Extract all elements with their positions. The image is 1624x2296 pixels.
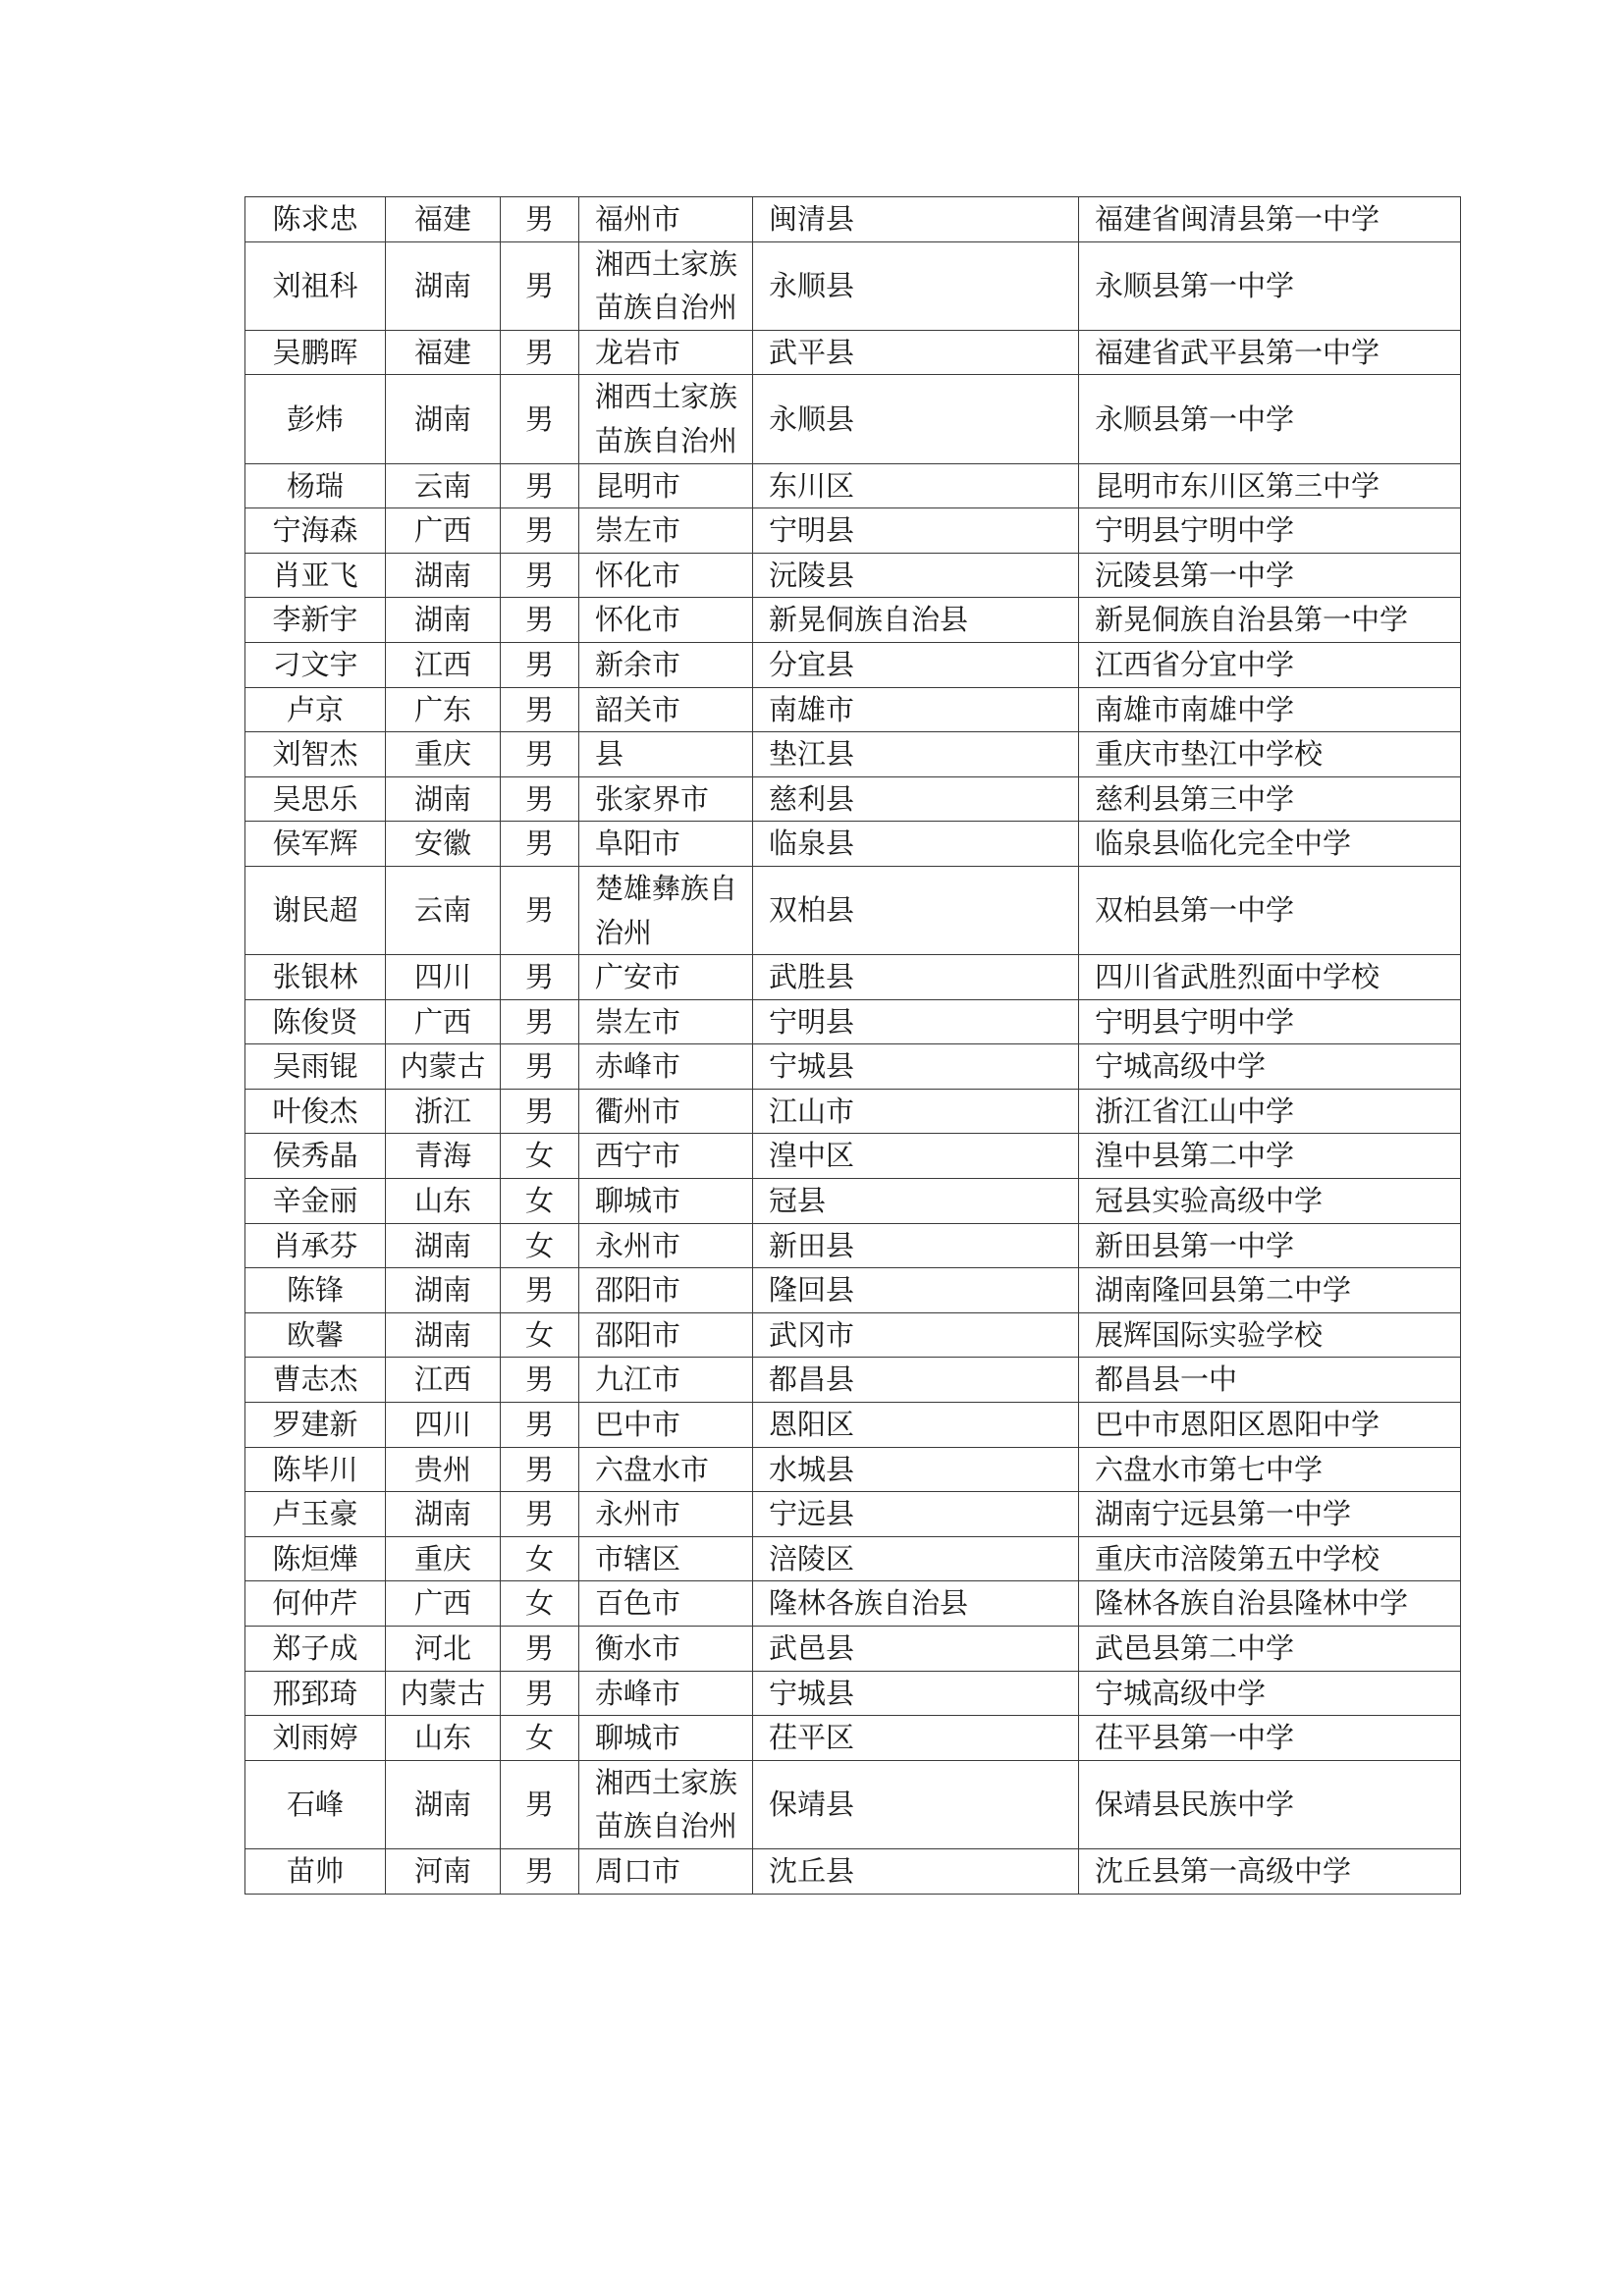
cell-city: 张家界市: [579, 776, 753, 822]
cell-sex: 男: [501, 687, 579, 732]
cell-school: 宁明县宁明中学: [1079, 999, 1461, 1044]
cell-county: 沅陵县: [753, 553, 1079, 598]
cell-province: 福建: [386, 197, 501, 242]
table-row: [245, 642, 1461, 687]
table-row: [245, 1671, 1461, 1716]
cell-school: 临泉县临化完全中学: [1079, 822, 1461, 867]
cell-county: 武平县: [753, 330, 1079, 375]
cell-name: 叶俊杰: [245, 1089, 386, 1134]
cell-sex: 男: [501, 866, 579, 954]
table-row: [245, 1581, 1461, 1627]
cell-city: 邵阳市: [579, 1268, 753, 1313]
table-row: [245, 241, 1461, 330]
cell-county: 双柏县: [753, 866, 1079, 954]
cell-county: 东川区: [753, 463, 1079, 508]
cell-province: 四川: [386, 955, 501, 1000]
cell-county: 分宜县: [753, 642, 1079, 687]
cell-city: 聊城市: [579, 1716, 753, 1761]
cell-county: 冠县: [753, 1179, 1079, 1224]
table-row: [245, 955, 1461, 1000]
roster-table-body: [245, 197, 1461, 1895]
table-row: [245, 1760, 1461, 1848]
cell-county: 永顺县: [753, 375, 1079, 463]
cell-sex: 男: [501, 1848, 579, 1894]
cell-sex: 男: [501, 732, 579, 777]
cell-sex: 女: [501, 1179, 579, 1224]
cell-sex: 男: [501, 955, 579, 1000]
table-row: [245, 866, 1461, 954]
cell-school: 永顺县第一中学: [1079, 375, 1461, 463]
cell-province: 云南: [386, 866, 501, 954]
cell-city: 巴中市: [579, 1403, 753, 1448]
cell-school: 南雄市南雄中学: [1079, 687, 1461, 732]
cell-name: 刁文宇: [245, 642, 386, 687]
cell-name: 卢京: [245, 687, 386, 732]
cell-name: 肖承芬: [245, 1223, 386, 1268]
cell-county: 永顺县: [753, 241, 1079, 330]
cell-province: 内蒙古: [386, 1044, 501, 1090]
cell-sex: 男: [501, 1358, 579, 1403]
cell-sex: 男: [501, 1447, 579, 1492]
cell-province: 广西: [386, 508, 501, 554]
cell-county: 宁远县: [753, 1492, 1079, 1537]
cell-name: 侯军辉: [245, 822, 386, 867]
table-row: [245, 1358, 1461, 1403]
cell-name: 刘祖科: [245, 241, 386, 330]
cell-name: 李新宇: [245, 598, 386, 643]
cell-sex: 男: [501, 197, 579, 242]
cell-county: 湟中区: [753, 1134, 1079, 1179]
table-row: [245, 463, 1461, 508]
cell-school: 沈丘县第一高级中学: [1079, 1848, 1461, 1894]
table-row: [245, 553, 1461, 598]
cell-city: 崇左市: [579, 999, 753, 1044]
cell-school: 慈利县第三中学: [1079, 776, 1461, 822]
cell-city: 崇左市: [579, 508, 753, 554]
table-row: [245, 1179, 1461, 1224]
table-row: [245, 1268, 1461, 1313]
cell-name: 宁海森: [245, 508, 386, 554]
cell-name: 谢民超: [245, 866, 386, 954]
cell-province: 湖南: [386, 1492, 501, 1537]
table-row: [245, 1223, 1461, 1268]
cell-sex: 男: [501, 1671, 579, 1716]
cell-city: 湘西土家族苗族自治州: [579, 1760, 753, 1848]
table-row: [245, 330, 1461, 375]
cell-city: 西宁市: [579, 1134, 753, 1179]
cell-city: 百色市: [579, 1581, 753, 1627]
table-row: [245, 1447, 1461, 1492]
cell-school: 江西省分宜中学: [1079, 642, 1461, 687]
cell-school: 六盘水市第七中学: [1079, 1447, 1461, 1492]
cell-name: 卢玉豪: [245, 1492, 386, 1537]
cell-name: 吴思乐: [245, 776, 386, 822]
cell-province: 湖南: [386, 1312, 501, 1358]
cell-county: 隆回县: [753, 1268, 1079, 1313]
cell-sex: 男: [501, 330, 579, 375]
cell-name: 肖亚飞: [245, 553, 386, 598]
cell-province: 重庆: [386, 1536, 501, 1581]
cell-school: 隆林各族自治县隆林中学: [1079, 1581, 1461, 1627]
cell-sex: 男: [501, 241, 579, 330]
cell-city: 昆明市: [579, 463, 753, 508]
cell-county: 新田县: [753, 1223, 1079, 1268]
roster-table: [244, 196, 1461, 1895]
cell-sex: 男: [501, 1760, 579, 1848]
cell-province: 湖南: [386, 553, 501, 598]
table-row: [245, 1848, 1461, 1894]
cell-province: 广东: [386, 687, 501, 732]
cell-province: 重庆: [386, 732, 501, 777]
cell-school: 双柏县第一中学: [1079, 866, 1461, 954]
cell-county: 宁明县: [753, 508, 1079, 554]
cell-city: 新余市: [579, 642, 753, 687]
cell-province: 贵州: [386, 1447, 501, 1492]
cell-school: 巴中市恩阳区恩阳中学: [1079, 1403, 1461, 1448]
table-row: [245, 1134, 1461, 1179]
cell-province: 青海: [386, 1134, 501, 1179]
cell-sex: 男: [501, 1268, 579, 1313]
cell-name: 欧馨: [245, 1312, 386, 1358]
cell-school: 永顺县第一中学: [1079, 241, 1461, 330]
cell-name: 罗建新: [245, 1403, 386, 1448]
cell-city: 怀化市: [579, 598, 753, 643]
table-row: [245, 197, 1461, 242]
cell-sex: 男: [501, 508, 579, 554]
cell-name: 苗帅: [245, 1848, 386, 1894]
cell-name: 陈毕川: [245, 1447, 386, 1492]
cell-name: 邢郅琦: [245, 1671, 386, 1716]
cell-sex: 男: [501, 553, 579, 598]
cell-school: 都昌县一中: [1079, 1358, 1461, 1403]
cell-school: 武邑县第二中学: [1079, 1627, 1461, 1672]
table-row: [245, 1627, 1461, 1672]
table-row: [245, 1716, 1461, 1761]
cell-sex: 女: [501, 1536, 579, 1581]
cell-province: 湖南: [386, 1223, 501, 1268]
cell-city: 赤峰市: [579, 1044, 753, 1090]
cell-county: 武冈市: [753, 1312, 1079, 1358]
cell-county: 新晃侗族自治县: [753, 598, 1079, 643]
cell-city: 龙岩市: [579, 330, 753, 375]
cell-name: 刘雨婷: [245, 1716, 386, 1761]
cell-city: 韶关市: [579, 687, 753, 732]
cell-name: 曹志杰: [245, 1358, 386, 1403]
table-row: [245, 1089, 1461, 1134]
cell-province: 云南: [386, 463, 501, 508]
cell-county: 涪陵区: [753, 1536, 1079, 1581]
cell-sex: 男: [501, 642, 579, 687]
cell-name: 吴鹏晖: [245, 330, 386, 375]
cell-school: 宁明县宁明中学: [1079, 508, 1461, 554]
cell-sex: 男: [501, 776, 579, 822]
cell-province: 江西: [386, 642, 501, 687]
cell-city: 县: [579, 732, 753, 777]
cell-school: 重庆市涪陵第五中学校: [1079, 1536, 1461, 1581]
cell-sex: 男: [501, 598, 579, 643]
cell-school: 重庆市垫江中学校: [1079, 732, 1461, 777]
cell-province: 湖南: [386, 1760, 501, 1848]
cell-county: 都昌县: [753, 1358, 1079, 1403]
cell-school: 昆明市东川区第三中学: [1079, 463, 1461, 508]
cell-county: 茌平区: [753, 1716, 1079, 1761]
cell-county: 隆林各族自治县: [753, 1581, 1079, 1627]
table-row: [245, 508, 1461, 554]
cell-school: 宁城高级中学: [1079, 1671, 1461, 1716]
cell-school: 保靖县民族中学: [1079, 1760, 1461, 1848]
table-row: [245, 1044, 1461, 1090]
cell-county: 宁城县: [753, 1044, 1079, 1090]
cell-province: 山东: [386, 1179, 501, 1224]
cell-sex: 女: [501, 1716, 579, 1761]
cell-county: 垫江县: [753, 732, 1079, 777]
cell-county: 宁城县: [753, 1671, 1079, 1716]
cell-province: 广西: [386, 999, 501, 1044]
table-row: [245, 1536, 1461, 1581]
cell-city: 衡水市: [579, 1627, 753, 1672]
table-row: [245, 822, 1461, 867]
cell-county: 慈利县: [753, 776, 1079, 822]
cell-school: 沅陵县第一中学: [1079, 553, 1461, 598]
cell-school: 新田县第一中学: [1079, 1223, 1461, 1268]
cell-county: 沈丘县: [753, 1848, 1079, 1894]
cell-name: 杨瑞: [245, 463, 386, 508]
cell-city: 永州市: [579, 1492, 753, 1537]
cell-school: 湖南宁远县第一中学: [1079, 1492, 1461, 1537]
cell-province: 河北: [386, 1627, 501, 1672]
cell-school: 湟中县第二中学: [1079, 1134, 1461, 1179]
cell-school: 四川省武胜烈面中学校: [1079, 955, 1461, 1000]
cell-province: 湖南: [386, 598, 501, 643]
cell-name: 侯秀晶: [245, 1134, 386, 1179]
cell-sex: 男: [501, 1492, 579, 1537]
cell-sex: 男: [501, 1627, 579, 1672]
cell-city: 六盘水市: [579, 1447, 753, 1492]
cell-name: 吴雨锟: [245, 1044, 386, 1090]
cell-name: 陈俊贤: [245, 999, 386, 1044]
cell-sex: 女: [501, 1223, 579, 1268]
cell-province: 广西: [386, 1581, 501, 1627]
cell-province: 湖南: [386, 1268, 501, 1313]
cell-name: 石峰: [245, 1760, 386, 1848]
cell-county: 宁明县: [753, 999, 1079, 1044]
table-row: [245, 776, 1461, 822]
cell-city: 怀化市: [579, 553, 753, 598]
cell-province: 内蒙古: [386, 1671, 501, 1716]
cell-province: 四川: [386, 1403, 501, 1448]
cell-name: 彭炜: [245, 375, 386, 463]
table-row: [245, 732, 1461, 777]
cell-county: 恩阳区: [753, 1403, 1079, 1448]
cell-city: 湘西土家族苗族自治州: [579, 241, 753, 330]
cell-province: 湖南: [386, 776, 501, 822]
cell-province: 山东: [386, 1716, 501, 1761]
cell-school: 福建省闽清县第一中学: [1079, 197, 1461, 242]
cell-school: 福建省武平县第一中学: [1079, 330, 1461, 375]
cell-name: 陈锋: [245, 1268, 386, 1313]
cell-city: 周口市: [579, 1848, 753, 1894]
cell-school: 浙江省江山中学: [1079, 1089, 1461, 1134]
table-row: [245, 1403, 1461, 1448]
table-row: [245, 598, 1461, 643]
table-row: [245, 1312, 1461, 1358]
cell-name: 刘智杰: [245, 732, 386, 777]
cell-county: 保靖县: [753, 1760, 1079, 1848]
cell-sex: 男: [501, 1044, 579, 1090]
cell-sex: 男: [501, 1403, 579, 1448]
cell-county: 武邑县: [753, 1627, 1079, 1672]
cell-city: 赤峰市: [579, 1671, 753, 1716]
table-row: [245, 999, 1461, 1044]
cell-county: 临泉县: [753, 822, 1079, 867]
cell-city: 市辖区: [579, 1536, 753, 1581]
cell-sex: 女: [501, 1581, 579, 1627]
cell-school: 展辉国际实验学校: [1079, 1312, 1461, 1358]
cell-sex: 男: [501, 822, 579, 867]
cell-city: 楚雄彝族自治州: [579, 866, 753, 954]
cell-province: 河南: [386, 1848, 501, 1894]
cell-province: 福建: [386, 330, 501, 375]
table-row: [245, 375, 1461, 463]
table-row: [245, 687, 1461, 732]
cell-province: 浙江: [386, 1089, 501, 1134]
cell-sex: 女: [501, 1134, 579, 1179]
cell-province: 湖南: [386, 375, 501, 463]
cell-sex: 女: [501, 1312, 579, 1358]
cell-city: 广安市: [579, 955, 753, 1000]
cell-province: 江西: [386, 1358, 501, 1403]
cell-county: 武胜县: [753, 955, 1079, 1000]
cell-city: 衢州市: [579, 1089, 753, 1134]
cell-name: 郑子成: [245, 1627, 386, 1672]
cell-county: 江山市: [753, 1089, 1079, 1134]
cell-school: 湖南隆回县第二中学: [1079, 1268, 1461, 1313]
cell-name: 张银林: [245, 955, 386, 1000]
cell-province: 安徽: [386, 822, 501, 867]
cell-name: 陈求忠: [245, 197, 386, 242]
cell-city: 邵阳市: [579, 1312, 753, 1358]
cell-school: 茌平县第一中学: [1079, 1716, 1461, 1761]
cell-school: 宁城高级中学: [1079, 1044, 1461, 1090]
cell-county: 闽清县: [753, 197, 1079, 242]
cell-city: 聊城市: [579, 1179, 753, 1224]
cell-city: 湘西土家族苗族自治州: [579, 375, 753, 463]
cell-province: 湖南: [386, 241, 501, 330]
cell-school: 冠县实验高级中学: [1079, 1179, 1461, 1224]
cell-county: 南雄市: [753, 687, 1079, 732]
cell-city: 阜阳市: [579, 822, 753, 867]
cell-city: 九江市: [579, 1358, 753, 1403]
cell-sex: 男: [501, 999, 579, 1044]
cell-city: 福州市: [579, 197, 753, 242]
cell-sex: 男: [501, 1089, 579, 1134]
cell-city: 永州市: [579, 1223, 753, 1268]
cell-sex: 男: [501, 463, 579, 508]
cell-name: 辛金丽: [245, 1179, 386, 1224]
cell-name: 何仲芹: [245, 1581, 386, 1627]
table-row: [245, 1492, 1461, 1537]
cell-sex: 男: [501, 375, 579, 463]
cell-school: 新晃侗族自治县第一中学: [1079, 598, 1461, 643]
cell-county: 水城县: [753, 1447, 1079, 1492]
cell-name: 陈烜燁: [245, 1536, 386, 1581]
